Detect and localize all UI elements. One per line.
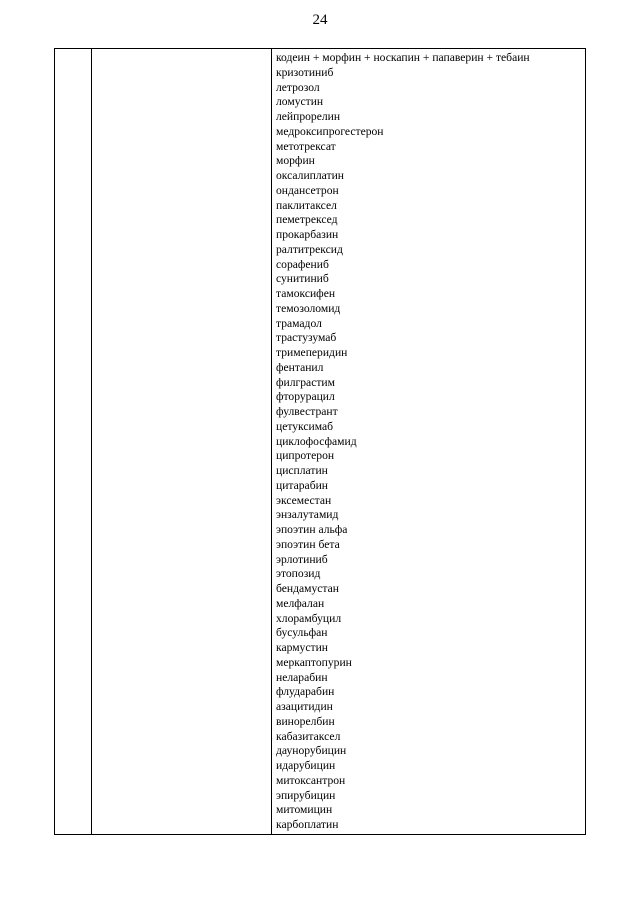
drug-list-item: бендамустан xyxy=(276,582,339,595)
drug-list-item: цисплатин xyxy=(276,464,328,477)
drug-list-item: эпоэтин альфа xyxy=(276,523,348,536)
drug-list-item: бусульфан xyxy=(276,626,328,640)
drug-list-item: азацитидин xyxy=(276,700,333,713)
drug-list-item: цетуксимаб xyxy=(276,419,334,433)
page-number: 24 xyxy=(312,12,328,28)
drug-table xyxy=(54,48,586,835)
drug-list-item: идарубицин xyxy=(276,759,336,772)
drug-list-item: кармустин xyxy=(276,641,328,654)
drug-list-item: цитарабин xyxy=(276,478,329,492)
drug-list-item: лейпрорелин xyxy=(276,110,341,123)
drug-list-item: темозоломид xyxy=(276,301,341,315)
drug-list-item: даунорубицин xyxy=(276,744,347,758)
drug-list-item: тримеперидин xyxy=(276,346,348,359)
drug-list-item: хлорамбуцил xyxy=(276,611,342,625)
drug-list-item: сорафениб xyxy=(276,257,329,271)
drug-list xyxy=(276,51,581,833)
drug-list-item: летрозол xyxy=(276,80,320,94)
drug-list-item: медроксипрогестерон xyxy=(276,124,384,138)
drug-list-item: паклитаксел xyxy=(276,198,337,212)
drug-list-item: трастузумаб xyxy=(276,331,337,345)
drug-list-item: метотрексат xyxy=(276,139,336,153)
drug-list-item: эпирубицин xyxy=(276,788,336,802)
drug-list-item: ципротерон xyxy=(276,449,335,463)
drug-list-item: меркаптопурин xyxy=(276,655,352,669)
drug-list-item: фулвестрант xyxy=(276,405,338,418)
drug-list-item: фентанил xyxy=(276,360,324,374)
drug-list-item: митоксантрон xyxy=(276,773,346,787)
drug-list-item: пеметрексед xyxy=(276,213,338,227)
column-divider-1 xyxy=(91,49,92,834)
drug-list-item: винорелбин xyxy=(276,714,335,728)
drug-list-item: кризотиниб xyxy=(276,65,334,79)
drug-list-item: трамадол xyxy=(276,316,322,330)
drug-list-item: флударабин xyxy=(276,685,335,699)
drug-list-item: сунитиниб xyxy=(276,272,329,286)
drug-list-item: морфин xyxy=(276,154,315,168)
drug-list-item: эксеместан xyxy=(276,493,332,507)
drug-list-item: эпоэтин бета xyxy=(276,537,340,551)
drug-list-item: ломустин xyxy=(276,95,324,109)
drug-list-item: неларабин xyxy=(276,670,328,684)
drug-list-item: митомицин xyxy=(276,803,333,817)
drug-list-item: энзалутамид xyxy=(276,508,339,522)
drug-list-item: этопозид xyxy=(276,567,321,581)
drug-list-item: ондансетрон xyxy=(276,183,339,197)
drug-list-item: циклофосфамид xyxy=(276,434,357,448)
drug-list-item: карбоплатин xyxy=(276,818,339,831)
drug-list-item: кодеин + морфин + носкапин + папаверин + тебаин xyxy=(276,51,530,64)
drug-list-item: эрлотиниб xyxy=(276,552,328,566)
drug-list-item: фторурацил xyxy=(276,390,335,404)
drug-list-item: прокарбазин xyxy=(276,228,339,241)
drug-list-item: филграстим xyxy=(276,375,335,389)
drug-list-item: мелфалан xyxy=(276,596,325,610)
drug-list-item: оксалиплатин xyxy=(276,169,344,182)
drug-list-item: ралтитрексид xyxy=(276,242,343,256)
drug-list-item: тамоксифен xyxy=(276,287,336,300)
drug-list-item: кабазитаксел xyxy=(276,729,341,743)
column-divider-2 xyxy=(271,49,272,834)
